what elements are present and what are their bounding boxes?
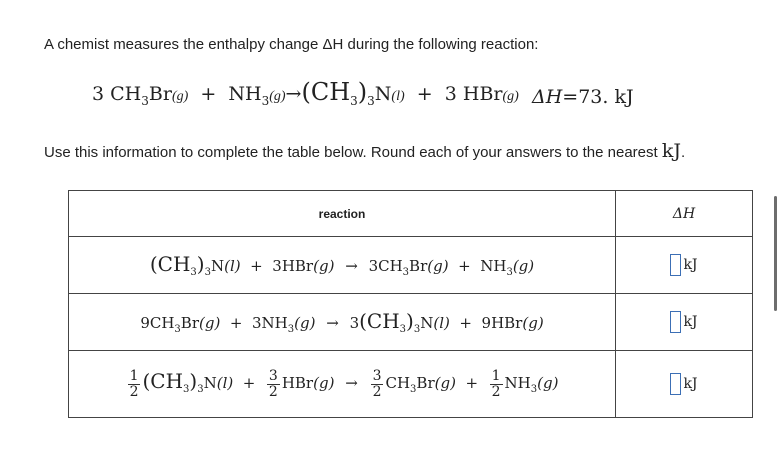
- paren: ): [357, 78, 368, 106]
- state-label: (g): [512, 257, 535, 275]
- plus-sign: +: [242, 374, 256, 392]
- state-label: (g): [427, 257, 449, 275]
- delta-h-header-text: ΔH: [672, 205, 696, 222]
- delta-h-input[interactable]: [670, 373, 681, 395]
- instruction-body: Use this information to complete the table below. Round each of your answers to the nearest: [44, 144, 658, 161]
- state-label: (g): [313, 374, 335, 392]
- species: N: [374, 83, 392, 105]
- reaction-equation: [149, 252, 535, 278]
- numerator: 3: [268, 367, 278, 384]
- state-label: (g): [199, 314, 221, 332]
- species: N: [210, 257, 225, 275]
- instruction-text: [44, 140, 685, 162]
- species: 9HBr: [481, 314, 523, 332]
- answer-field-group: [670, 311, 697, 333]
- subscript: 3: [350, 93, 358, 108]
- table-row: [69, 237, 753, 294]
- subscript: 3: [410, 384, 417, 395]
- state-label: (l): [391, 89, 405, 104]
- subscript: 3: [413, 324, 421, 335]
- plus-sign: +: [465, 374, 479, 392]
- species: HBr: [462, 83, 503, 105]
- paren: ): [189, 369, 198, 393]
- unit-label: kJ: [661, 140, 681, 162]
- reaction-arrow: →: [345, 374, 358, 392]
- species: (CH: [359, 309, 400, 333]
- subscript: 3: [141, 93, 149, 108]
- delta-h-cell: [616, 351, 753, 418]
- state-label: (g): [434, 374, 456, 392]
- subscript: 3: [261, 93, 270, 108]
- unit-label: kJ: [683, 314, 698, 330]
- denominator: 2: [268, 383, 278, 400]
- species: 3HBr: [272, 257, 314, 275]
- delta-h-input[interactable]: [670, 311, 681, 333]
- enthalpy-value: [532, 86, 634, 108]
- delta-h-input[interactable]: [670, 254, 681, 276]
- plus-sign: +: [200, 83, 217, 105]
- state-label: (g): [522, 314, 544, 332]
- species: Br: [148, 83, 172, 105]
- coefficient: 3: [444, 83, 457, 105]
- answer-table: [68, 190, 753, 418]
- coefficient: 3: [349, 314, 360, 332]
- reaction-equation: [140, 309, 544, 335]
- reaction-cell: [69, 237, 616, 294]
- subscript: 3: [367, 93, 375, 108]
- question-intro: A chemist measures the enthalpy change ΔH during the following reaction:: [44, 36, 539, 53]
- paren: ): [196, 252, 205, 276]
- species: NH: [480, 257, 507, 275]
- delta-h-column-header: [616, 191, 753, 237]
- delta-h-number: 73.: [578, 86, 609, 108]
- fraction: [267, 369, 280, 399]
- delta-h-cell: [616, 294, 753, 351]
- fraction: [490, 369, 503, 399]
- subscript: 3: [197, 384, 204, 395]
- paren: ): [406, 309, 414, 333]
- species: Br: [409, 257, 428, 275]
- species: CH: [385, 374, 411, 392]
- subscript: 3: [183, 384, 190, 395]
- subscript: 3: [204, 267, 211, 278]
- plus-sign: +: [458, 257, 471, 275]
- species: 3CH: [368, 257, 403, 275]
- subscript: 3: [402, 267, 410, 278]
- reaction-column-header: reaction: [69, 191, 616, 237]
- state-label: (g): [313, 257, 335, 275]
- reaction-cell: [69, 294, 616, 351]
- species: CH: [110, 83, 142, 105]
- species: Br: [416, 374, 435, 392]
- answer-field-group: [670, 373, 697, 395]
- reaction-arrow: →: [345, 257, 358, 275]
- plus-sign: +: [416, 83, 433, 105]
- subscript: 3: [506, 267, 513, 278]
- denominator: 2: [129, 383, 139, 400]
- reaction-arrow: →: [326, 314, 339, 332]
- plus-sign: +: [229, 314, 243, 332]
- species: (CH: [142, 369, 184, 393]
- unit-label: kJ: [614, 86, 634, 108]
- main-reaction-equation: [92, 78, 519, 108]
- species: N: [420, 314, 434, 332]
- subscript: 3: [399, 324, 407, 335]
- numerator: 1: [129, 367, 139, 384]
- fraction: [371, 369, 384, 399]
- subscript: 3: [287, 324, 295, 335]
- state-label: (l): [433, 314, 450, 332]
- denominator: 2: [491, 383, 501, 400]
- period: .: [681, 144, 686, 161]
- state-label: (g): [171, 89, 189, 104]
- state-label: (g): [537, 374, 559, 392]
- species: (CH: [149, 252, 191, 276]
- denominator: 2: [372, 383, 382, 400]
- species: (CH: [301, 78, 351, 106]
- state-label: (g): [294, 314, 316, 332]
- state-label: (l): [224, 257, 241, 275]
- species: 9CH: [140, 314, 175, 332]
- table-row: [69, 351, 753, 418]
- answer-field-group: [670, 254, 697, 276]
- plus-sign: +: [459, 314, 472, 332]
- plus-sign: +: [250, 257, 263, 275]
- species: HBr: [281, 374, 314, 392]
- coefficient: 3: [92, 83, 105, 105]
- table-row: [69, 294, 753, 351]
- numerator: 1: [491, 367, 501, 384]
- reaction-equation: [126, 367, 559, 400]
- numerator: 3: [372, 367, 382, 384]
- species: 3NH: [251, 314, 288, 332]
- species: Br: [180, 314, 199, 332]
- equals-sign: =: [562, 86, 579, 108]
- species: N: [203, 374, 217, 392]
- state-label: (g): [269, 89, 286, 104]
- delta-h-cell: [616, 237, 753, 294]
- state-label: (l): [216, 374, 234, 392]
- table-header-row: [69, 191, 753, 237]
- subscript: 3: [530, 384, 538, 395]
- state-label: (g): [502, 89, 519, 104]
- reaction-arrow: →: [285, 83, 302, 105]
- unit-label: kJ: [683, 257, 698, 273]
- species: NH: [228, 83, 262, 105]
- species: NH: [504, 374, 531, 392]
- delta-h-label: ΔH: [532, 86, 563, 108]
- subscript: 3: [174, 324, 181, 335]
- subscript: 3: [190, 267, 197, 278]
- unit-label: kJ: [683, 376, 698, 392]
- reaction-cell: [69, 351, 616, 418]
- fraction: [128, 369, 141, 399]
